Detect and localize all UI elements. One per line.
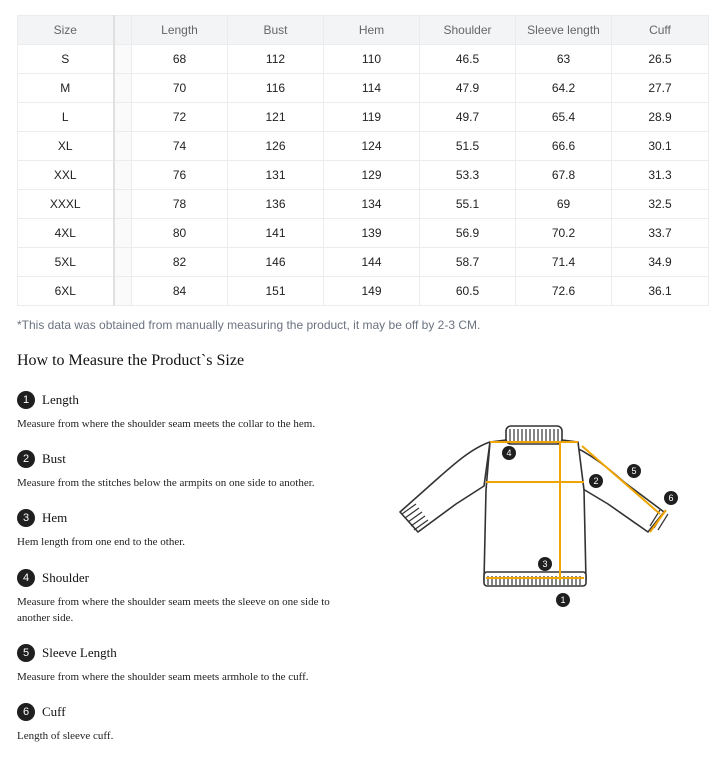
value-cell: 74 (132, 132, 228, 161)
value-cell: 76 (132, 161, 228, 190)
value-cell: 144 (324, 248, 420, 277)
value-cell: 64.2 (516, 74, 612, 103)
value-cell: 82 (132, 248, 228, 277)
size-chart-table (17, 15, 709, 306)
value-cell: 70 (132, 74, 228, 103)
table-header-row (18, 16, 709, 45)
value-cell: 134 (324, 190, 420, 219)
value-cell: 72 (132, 103, 228, 132)
value-cell: 139 (324, 219, 420, 248)
table-row (18, 74, 709, 103)
value-cell: 129 (324, 161, 420, 190)
header-hem: Hem (324, 16, 420, 45)
measure-item-shoulder (17, 568, 357, 626)
value-cell: 65.4 (516, 103, 612, 132)
measure-name: Shoulder (42, 570, 89, 585)
measure-name: Cuff (42, 704, 66, 719)
badge-1-label: 1 (560, 595, 566, 605)
value-cell: 80 (132, 219, 228, 248)
badge-1 (556, 593, 570, 607)
header-length: Length (132, 16, 228, 45)
value-cell: 27.7 (612, 74, 709, 103)
value-cell: 121 (228, 103, 324, 132)
value-cell: 141 (228, 219, 324, 248)
value-cell: 112 (228, 45, 324, 74)
value-cell: 68 (132, 45, 228, 74)
header-spacer (114, 16, 132, 45)
badge-2-label: 2 (593, 476, 599, 486)
table-row (18, 161, 709, 190)
measure-description: Measure from where the shoulder seam meets the collar to the hem. (17, 418, 316, 430)
table-row (18, 132, 709, 161)
size-cell: 6XL (18, 277, 114, 306)
measure-description: Measure from where the shoulder seam meets armhole to the cuff. (17, 671, 309, 683)
header-size: Size (18, 16, 114, 45)
measure-item-sleeve-length (17, 643, 357, 685)
spacer-cell (114, 103, 132, 132)
measure-item-hem (17, 508, 357, 550)
value-cell: 149 (324, 277, 420, 306)
measure-item-length (17, 390, 357, 432)
measure-description: Length of sleeve cuff. (17, 730, 114, 742)
value-cell: 124 (324, 132, 420, 161)
badge-6 (664, 491, 678, 505)
size-cell: XXL (18, 161, 114, 190)
value-cell: 60.5 (420, 277, 516, 306)
table-row (18, 103, 709, 132)
spacer-cell (114, 277, 132, 306)
size-cell: M (18, 74, 114, 103)
value-cell: 69 (516, 190, 612, 219)
measurement-note: *This data was obtained from manually measuring the product, it may be off by 2-3 CM. (17, 318, 481, 332)
value-cell: 136 (228, 190, 324, 219)
measure-name: Sleeve Length (42, 645, 117, 660)
badge-2 (589, 474, 603, 488)
spacer-cell (114, 248, 132, 277)
size-cell: S (18, 45, 114, 74)
header-shoulder: Shoulder (420, 16, 516, 45)
measure-name: Hem (42, 510, 68, 525)
section-title: How to Measure the Product`s Size (17, 352, 245, 369)
number-badge: 5 (17, 644, 35, 662)
table-row (18, 45, 709, 74)
value-cell: 66.6 (516, 132, 612, 161)
size-cell: XL (18, 132, 114, 161)
badge-5-label: 5 (631, 466, 637, 476)
measure-item-bust (17, 449, 357, 491)
value-cell: 119 (324, 103, 420, 132)
header-bust: Bust (228, 16, 324, 45)
spacer-cell (114, 190, 132, 219)
value-cell: 110 (324, 45, 420, 74)
value-cell: 56.9 (420, 219, 516, 248)
sweater-body (484, 440, 586, 580)
size-cell: L (18, 103, 114, 132)
value-cell: 58.7 (420, 248, 516, 277)
measure-description: Measure from where the shoulder seam meets the sleeve on one side to another side. (17, 596, 330, 624)
measure-name: Bust (42, 451, 66, 466)
measure-item-cuff (17, 702, 357, 744)
value-cell: 78 (132, 190, 228, 219)
value-cell: 151 (228, 277, 324, 306)
spacer-cell (114, 219, 132, 248)
number-badge: 2 (17, 450, 35, 468)
measure-description: Measure from the stitches below the armpits on one side to another. (17, 477, 315, 489)
spacer-cell (114, 161, 132, 190)
spacer-cell (114, 74, 132, 103)
value-cell: 34.9 (612, 248, 709, 277)
size-cell: 5XL (18, 248, 114, 277)
value-cell: 114 (324, 74, 420, 103)
badge-4-label: 4 (506, 448, 512, 458)
badge-3 (538, 557, 552, 571)
value-cell: 51.5 (420, 132, 516, 161)
value-cell: 46.5 (420, 45, 516, 74)
table-row (18, 277, 709, 306)
value-cell: 146 (228, 248, 324, 277)
size-cell: XXXL (18, 190, 114, 219)
value-cell: 31.3 (612, 161, 709, 190)
value-cell: 71.4 (516, 248, 612, 277)
measure-name: Length (42, 392, 79, 407)
number-badge: 3 (17, 509, 35, 527)
value-cell: 49.7 (420, 103, 516, 132)
table-row (18, 190, 709, 219)
value-cell: 30.1 (612, 132, 709, 161)
value-cell: 36.1 (612, 277, 709, 306)
sweater-measurement-diagram (392, 420, 692, 615)
header-sleeve-length: Sleeve length (516, 16, 612, 45)
value-cell: 84 (132, 277, 228, 306)
number-badge: 1 (17, 391, 35, 409)
value-cell: 72.6 (516, 277, 612, 306)
measure-description: Hem length from one end to the other. (17, 536, 186, 548)
value-cell: 53.3 (420, 161, 516, 190)
value-cell: 63 (516, 45, 612, 74)
value-cell: 26.5 (612, 45, 709, 74)
table-row (18, 248, 709, 277)
value-cell: 131 (228, 161, 324, 190)
number-badge: 4 (17, 569, 35, 587)
value-cell: 55.1 (420, 190, 516, 219)
spacer-cell (114, 132, 132, 161)
value-cell: 47.9 (420, 74, 516, 103)
value-cell: 126 (228, 132, 324, 161)
size-cell: 4XL (18, 219, 114, 248)
badge-6-label: 6 (668, 493, 674, 503)
value-cell: 70.2 (516, 219, 612, 248)
value-cell: 67.8 (516, 161, 612, 190)
number-badge: 6 (17, 703, 35, 721)
table-row (18, 219, 709, 248)
value-cell: 32.5 (612, 190, 709, 219)
value-cell: 33.7 (612, 219, 709, 248)
badge-4 (502, 446, 516, 460)
badge-5 (627, 464, 641, 478)
spacer-cell (114, 45, 132, 74)
value-cell: 28.9 (612, 103, 709, 132)
badge-3-label: 3 (542, 559, 548, 569)
header-cuff: Cuff (612, 16, 709, 45)
value-cell: 116 (228, 74, 324, 103)
